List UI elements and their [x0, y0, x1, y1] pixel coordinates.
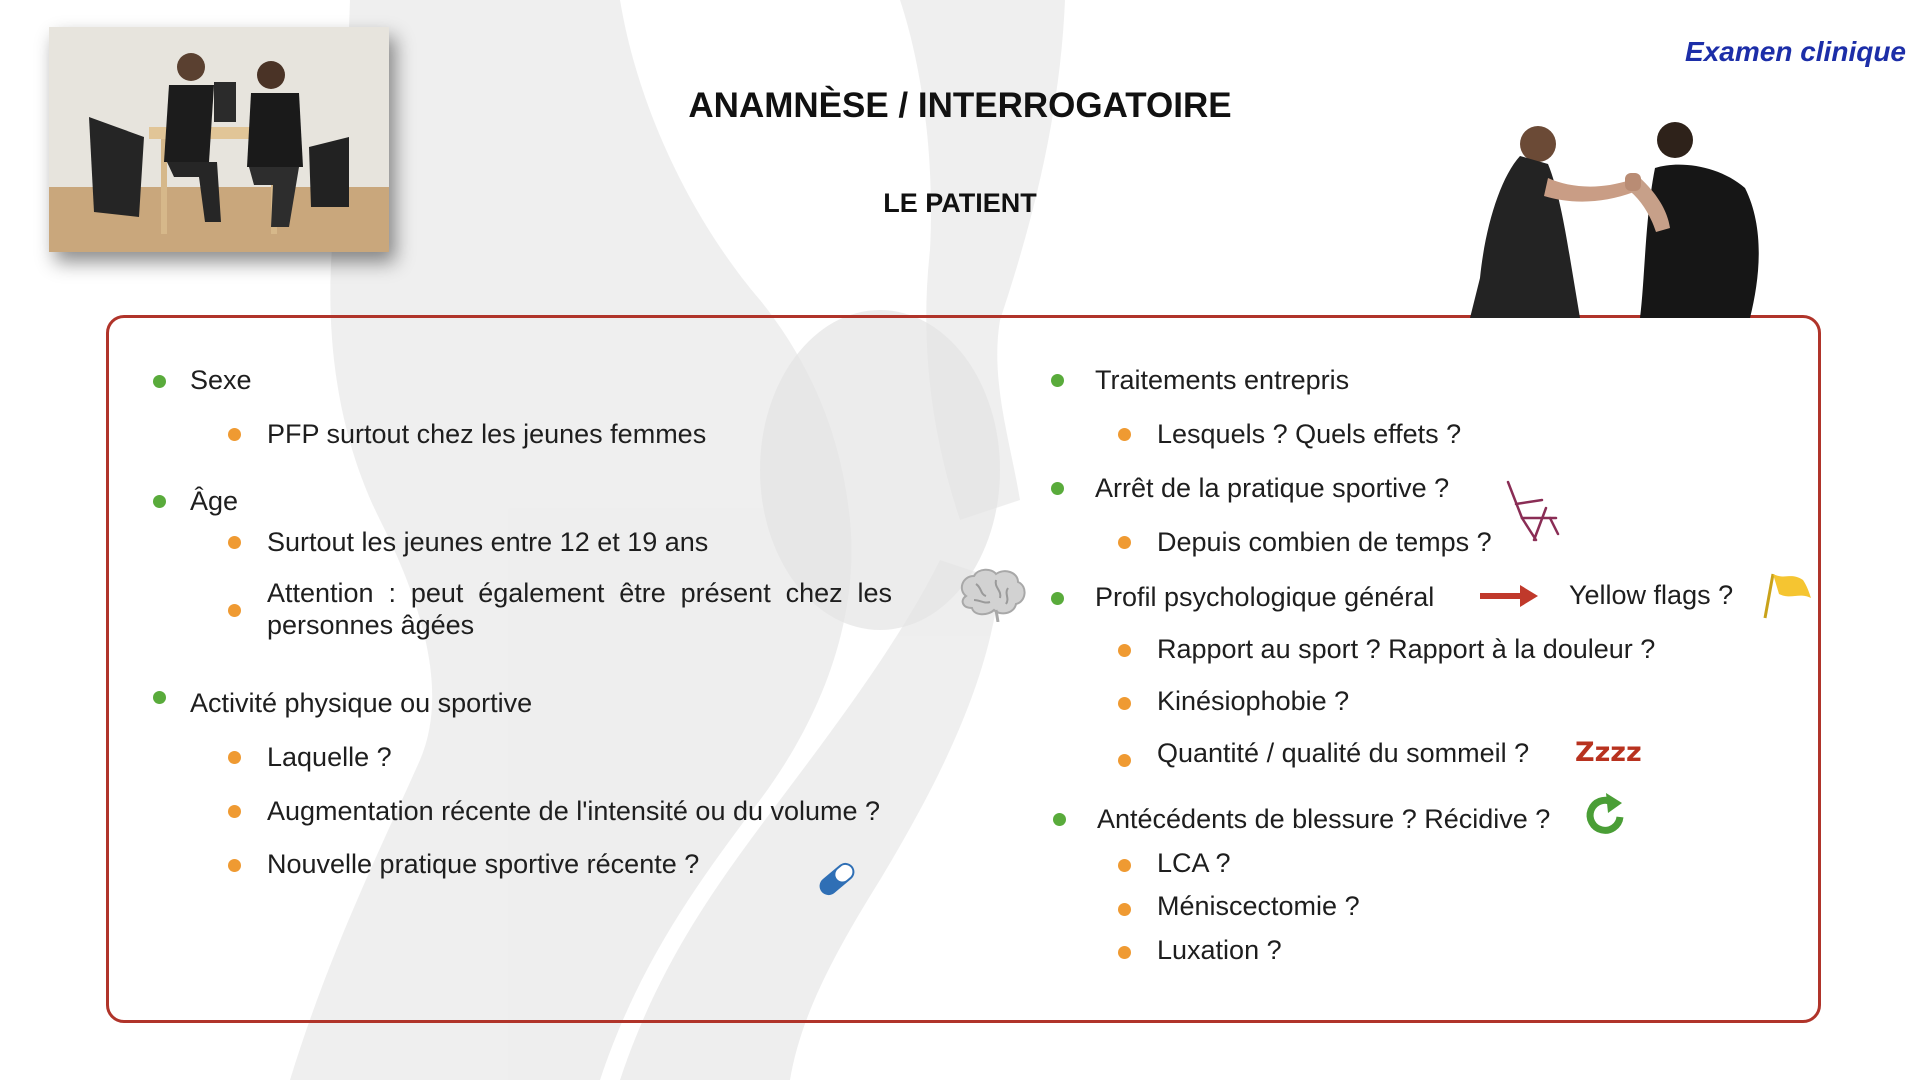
sub-bullet	[1118, 644, 1131, 657]
sub-bullet	[228, 859, 241, 872]
sub-bullet	[1118, 754, 1131, 767]
arrow-right-icon	[1480, 583, 1540, 609]
bullet	[153, 691, 166, 704]
brain-icon	[956, 566, 1028, 622]
pill-icon	[813, 855, 861, 903]
item-activite-detail-3: Nouvelle pratique sportive récente ?	[267, 849, 700, 879]
bullet	[1051, 482, 1064, 495]
item-traitements-detail: Lesquels ? Quels effets ?	[1157, 419, 1462, 449]
item-arret: Arrêt de la pratique sportive ?	[1095, 473, 1450, 503]
sub-bullet	[1118, 697, 1131, 710]
bullet	[153, 495, 166, 508]
sub-bullet	[228, 751, 241, 764]
item-activite-detail-1: Laquelle ?	[267, 742, 392, 772]
item-sexe: Sexe	[190, 365, 252, 395]
page-subtitle: LE PATIENT	[883, 188, 1037, 218]
item-activite-detail-2: Augmentation récente de l'intensité ou du volume ?	[267, 796, 881, 826]
sub-bullet	[228, 805, 241, 818]
yellow-flag-icon	[1759, 570, 1813, 620]
bullet	[153, 375, 166, 388]
sub-bullet	[1118, 946, 1131, 959]
sub-bullet	[228, 536, 241, 549]
bullet	[1051, 592, 1064, 605]
sleep-zzzz-label: Zzzz	[1575, 737, 1642, 768]
item-activite: Activité physique ou sportive	[190, 688, 533, 718]
section-label: Examen clinique	[1685, 36, 1906, 67]
item-profil: Profil psychologique général	[1095, 582, 1435, 612]
sub-bullet	[1118, 903, 1131, 916]
item-profil-detail-2: Kinésiophobie ?	[1157, 686, 1350, 716]
item-arret-detail: Depuis combien de temps ?	[1157, 527, 1492, 557]
item-antecedents-detail-3: Luxation ?	[1157, 935, 1282, 965]
sub-bullet	[1118, 428, 1131, 441]
item-age: Âge	[190, 486, 239, 516]
item-profil-detail-3: Quantité / qualité du sommeil ?	[1157, 738, 1530, 768]
bullet	[1053, 813, 1066, 826]
item-traitements: Traitements entrepris	[1095, 365, 1350, 395]
item-profil-detail-1: Rapport au sport ? Rapport à la douleur ?	[1157, 634, 1656, 664]
bullet	[1051, 374, 1064, 387]
item-sexe-detail: PFP surtout chez les jeunes femmes	[267, 419, 707, 449]
page-title: ANAMNÈSE / INTERROGATOIRE	[688, 86, 1232, 125]
sub-bullet	[1118, 536, 1131, 549]
recurrence-icon	[1582, 793, 1630, 837]
item-antecedents: Antécédents de blessure ? Récidive ?	[1097, 804, 1551, 834]
sub-bullet	[228, 428, 241, 441]
item-age-detail-1: Surtout les jeunes entre 12 et 19 ans	[267, 527, 709, 557]
sub-bullet	[1118, 859, 1131, 872]
item-age-detail-2: Attention : peut également être présent chez les personnes âgées	[267, 578, 892, 640]
item-antecedents-detail-2: Méniscectomie ?	[1157, 891, 1360, 921]
sub-bullet	[228, 604, 241, 617]
chair-icon	[1502, 478, 1562, 544]
item-antecedents-detail-1: LCA ?	[1157, 848, 1231, 878]
yellow-flags-label: Yellow flags ?	[1569, 580, 1734, 610]
